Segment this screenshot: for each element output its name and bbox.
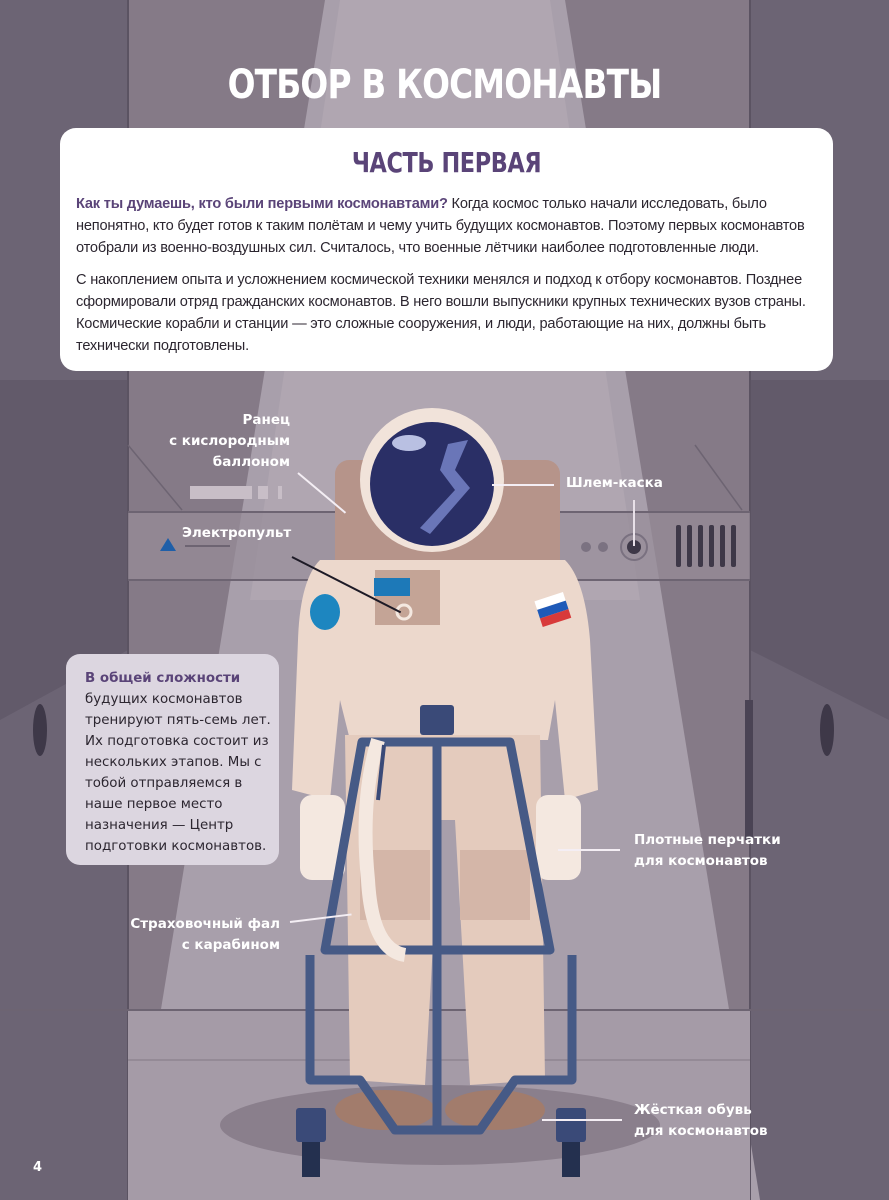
callout-backpack-line-3: баллоном (212, 454, 290, 470)
leader-line-boots (542, 1119, 622, 1121)
leader-line-helmet (492, 484, 554, 486)
callout-tether-line-2: с карабином (181, 937, 280, 953)
callout-tether (120, 914, 280, 956)
intro-paragraph-1 (76, 193, 817, 259)
section-heading: ЧАСТЬ ПЕРВАЯ (351, 146, 542, 179)
intro-lead-question: Как ты думаешь, кто были первыми космонавтами? (76, 196, 448, 212)
intro-paragraph-1-body: Когда космос только начали исследовать, было непонятно, кто будет готов к таким полётам и чему учить будущих космонавтов. Поэтому первых космонавтов отобрали из военно-воздушных сил. Считалось, что военные лётчики наиболее подготовленные люди. (76, 196, 805, 256)
page-number: 4 (33, 1160, 43, 1175)
side-note-body: будущих космонавтов тренируют пять-семь лет. Их подготовка состоит из нескольких этапов. Мы с тобой отправляемся в наше первое место назначения — Центр подготовки космонавтов. (85, 692, 271, 854)
intro-card (60, 128, 833, 371)
callout-boots (634, 1100, 768, 1142)
callout-boots-line-2: для космонавтов (634, 1123, 768, 1139)
leader-line-gloves (558, 849, 620, 851)
side-note-lead: В общей сложности (85, 671, 241, 686)
callout-gloves (634, 830, 781, 872)
callout-control-panel: Электропульт (182, 525, 292, 541)
page-title: ОТБОР В КОСМОНАВТЫ (227, 62, 662, 108)
intro-paragraph-2: С накоплением опыта и усложнением космической техники менялся и подход к отбору космонавтов. Позднее сформировали отряд гражданских космонавтов. В него вошли выпускники крупных технических вузов страны. Космические корабли и станции — это сложные сооружения, и люди, работающие на них, должны быть технически подготовлены. (76, 272, 806, 354)
callout-backpack (160, 410, 290, 473)
side-note-box (66, 654, 279, 865)
callout-tether-line-1: Страховочный фал (130, 916, 280, 932)
callout-gloves-line-2: для космонавтов (634, 853, 768, 869)
callout-backpack-line-1: Ранец (242, 412, 290, 428)
callout-gloves-line-1: Плотные перчатки (634, 832, 781, 848)
callout-boots-line-1: Жёсткая обувь (634, 1102, 752, 1118)
callout-helmet: Шлем-каска (566, 475, 663, 491)
callout-backpack-line-2: с кислородным (169, 433, 290, 449)
